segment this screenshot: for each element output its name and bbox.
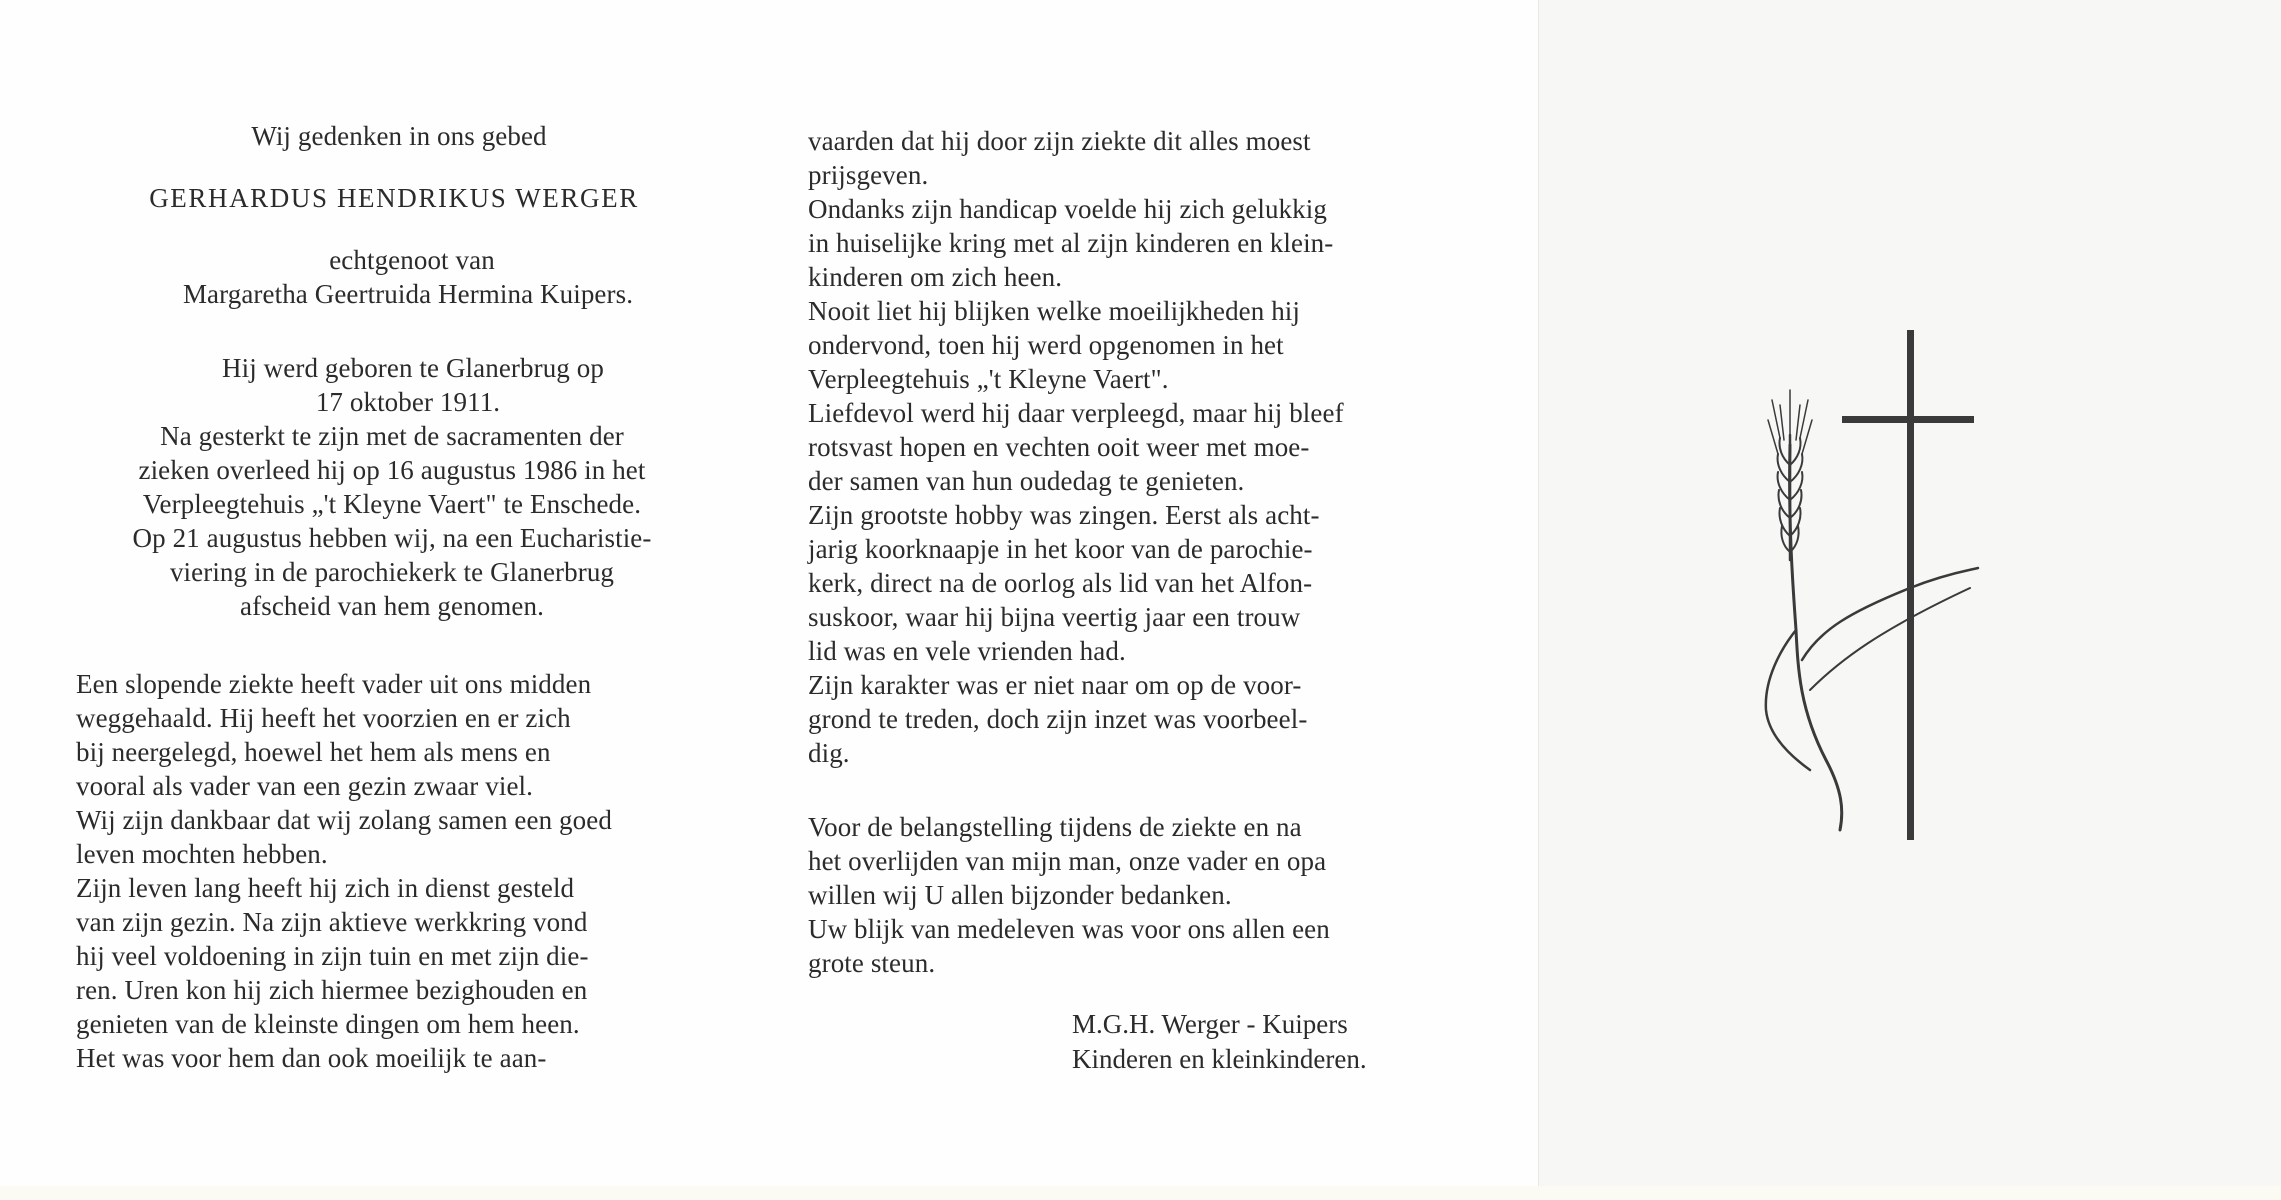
thanks-line: grote steun. — [808, 948, 936, 978]
body-line: hij veel voldoening in zijn tuin en met zijn die- — [76, 941, 589, 971]
body-line: grond te treden, doch zijn inzet was voorbeel- — [808, 704, 1308, 734]
prayer-heading: Wij gedenken in ons gebed — [251, 121, 547, 151]
death-line-6: afscheid van hem genomen. — [240, 591, 544, 621]
signature-block — [1072, 1007, 1367, 1077]
death-line-5: viering in de parochiekerk te Glanerbrug — [169, 557, 615, 587]
thanks-line: willen wij U allen bijzonder bedanken. — [808, 880, 1232, 910]
body-line: kinderen om zich heen. — [808, 262, 1063, 292]
signature-family: Kinderen en kleinkinderen. — [1072, 1044, 1367, 1074]
body-line: suskoor, waar hij bijna veertig jaar een trouw — [808, 602, 1301, 632]
body-line: Zijn grootste hobby was zingen. Eerst als acht- — [808, 500, 1320, 530]
death-line-4: Op 21 augustus hebben wij, na een Eucharistie- — [132, 523, 652, 553]
body-line: bij neergelegd, hoewel het hem als mens en — [76, 737, 551, 767]
body-line: jarig koorknaapje in het koor van de parochie- — [808, 534, 1313, 564]
thanks-line: Uw blijk van medeleven was voor ons allen een — [808, 914, 1330, 944]
body-line: prijsgeven. — [808, 160, 929, 190]
body-line: der samen van hun oudedag te genieten. — [808, 466, 1245, 496]
body-line: vooral als vader van een gezin zwaar viel. — [76, 771, 533, 801]
spouse-intro: echtgenoot van — [329, 245, 495, 275]
body-line: weggehaald. Hij heeft het voorzien en er zich — [76, 703, 571, 733]
body-line: Een slopende ziekte heeft vader uit ons midden — [76, 669, 592, 699]
spouse-name: Margaretha Geertruida Hermina Kuipers. — [182, 279, 634, 309]
body-line: vaarden dat hij door zijn ziekte dit alles moest — [808, 126, 1311, 156]
body-line: rotsvast hopen en vechten ooit weer met moe- — [808, 432, 1310, 462]
body-line: Liefdevol werd hij daar verpleegd, maar hij bleef — [808, 398, 1344, 428]
body-line: leven mochten hebben. — [76, 839, 328, 869]
body-line: Verpleegtehuis „'t Kleyne Vaert". — [808, 364, 1169, 394]
body-line: in huiselijke kring met al zijn kinderen en klein- — [808, 228, 1334, 258]
body-line: Zijn leven lang heeft hij zich in dienst gesteld — [76, 873, 575, 903]
body-line: genieten van de kleinste dingen om hem heen. — [76, 1009, 580, 1039]
death-line-2: zieken overleed hij op 16 augustus 1986 in het — [138, 455, 646, 485]
body-line: Nooit liet hij blijken welke moeilijkheden hij — [808, 296, 1301, 326]
cross-with-wheat-icon — [1760, 330, 1980, 840]
birth-place-line: Hij werd geboren te Glanerbrug op — [222, 353, 604, 383]
body-line: dig. — [808, 738, 850, 768]
thanks-line: het overlijden van mijn man, onze vader en opa — [808, 846, 1327, 876]
body-line: Ondanks zijn handicap voelde hij zich gelukkig — [808, 194, 1327, 224]
body-line: lid was en vele vrienden had. — [808, 636, 1126, 666]
bottom-edge — [0, 1186, 2281, 1200]
deceased-name: GERHARDUS HENDRIKUS WERGER — [149, 183, 639, 213]
right-column — [808, 124, 1440, 980]
body-line: ren. Uren kon hij zich hiermee bezighouden en — [76, 975, 588, 1005]
body-line: kerk, direct na de oorlog als lid van het Alfon- — [808, 568, 1313, 598]
body-line: van zijn gezin. Na zijn aktieve werkkring vond — [76, 907, 588, 937]
body-line: Zijn karakter was er niet naar om op de voor- — [808, 670, 1302, 700]
birth-date-line: 17 oktober 1911. — [315, 387, 501, 417]
thanks-line: Voor de belangstelling tijdens de ziekte en na — [808, 812, 1302, 842]
left-column — [76, 119, 708, 1075]
signature-widow: M.G.H. Werger - Kuipers — [1072, 1009, 1348, 1039]
body-line: Het was voor hem dan ook moeilijk te aan- — [76, 1043, 547, 1073]
death-line-1: Na gesterkt te zijn met de sacramenten der — [160, 421, 624, 451]
body-line: Wij zijn dankbaar dat wij zolang samen een goed — [76, 805, 612, 835]
body-line: ondervond, toen hij werd opgenomen in het — [808, 330, 1284, 360]
death-line-3: Verpleegtehuis „'t Kleyne Vaert" te Enschede. — [142, 489, 642, 519]
